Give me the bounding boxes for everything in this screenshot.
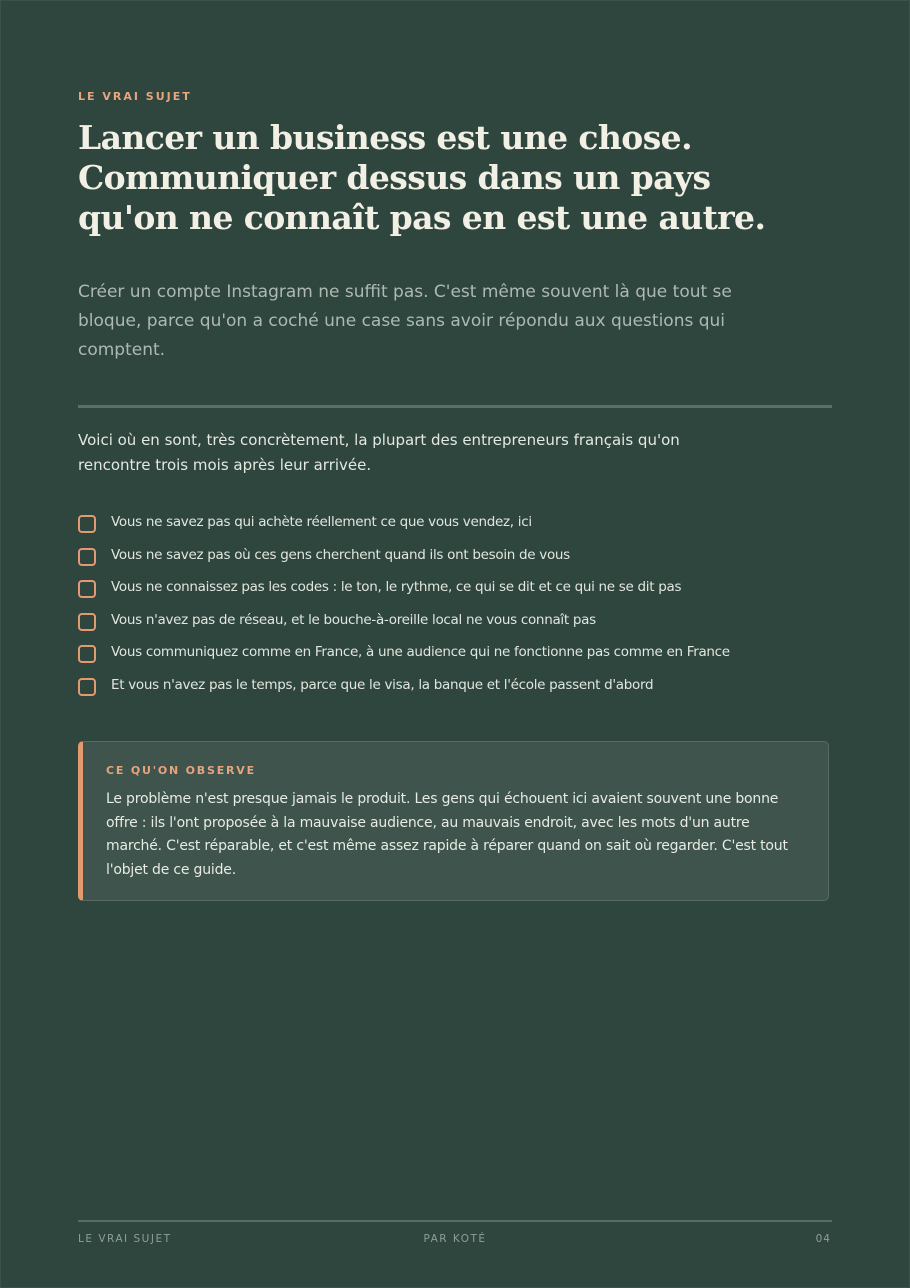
checkbox-icon[interactable] [78, 515, 96, 533]
section-eyebrow: LE VRAI SUJET [78, 90, 192, 103]
footer-divider [78, 1220, 832, 1222]
headline-line: qu'on ne connaît pas en est une autre. [78, 198, 766, 237]
page-number: 04 [815, 1233, 831, 1245]
checkbox-icon[interactable] [78, 645, 96, 663]
headline-line: Lancer un business est une chose. [78, 118, 692, 157]
checklist-item[interactable] [78, 509, 838, 542]
checkbox-icon[interactable] [78, 678, 96, 696]
checklist-item[interactable] [78, 542, 838, 575]
headline-line: Communiquer dessus dans un pays [78, 158, 711, 197]
checkbox-icon[interactable] [78, 613, 96, 631]
checklist-item-text: Vous ne connaissez pas les codes : le ton, le rythme, ce qui se dit et ce qui ne se dit pas [111, 579, 682, 596]
checklist-item-text: Et vous n'avez pas le temps, parce que le visa, la banque et l'école passent d'abord [111, 676, 654, 693]
lead-paragraph: Voici où en sont, très concrètement, la plupart des entrepreneurs français qu'on rencontre trois mois après leur arrivée. [78, 431, 680, 474]
checklist [78, 509, 838, 705]
checklist-item[interactable] [78, 607, 838, 640]
checklist-item-text: Vous ne savez pas où ces gens cherchent quand ils ont besoin de vous [111, 546, 570, 563]
checkbox-icon[interactable] [78, 580, 96, 598]
checklist-item[interactable] [78, 574, 838, 607]
checklist-item-text: Vous communiquez comme en France, à une audience qui ne fonctionne pas comme en France [111, 644, 730, 661]
callout-body: Le problème n'est presque jamais le produit. Les gens qui échouent ici avaient souvent une bonne offre : ils l'ont proposée à la mauvaise audience, au mauvais endroit, avec les mots d'un autre marché. C'est réparable, et c'est même assez rapide à réparer quand on sait où regarder. C'est tout l'objet de ce guide. [106, 791, 788, 878]
checklist-item[interactable] [78, 672, 838, 705]
intro-paragraph: Créer un compte Instagram ne suffit pas. C'est même souvent là que tout se bloque, parce qu'on a coché une case sans avoir répondu aux questions qui comptent. [78, 282, 732, 360]
checklist-item-text: Vous ne savez pas qui achète réellement ce que vous vendez, ici [111, 514, 532, 530]
checklist-item-text: Vous n'avez pas de réseau, et le bouche-à-oreille local ne vous connaît pas [111, 611, 596, 628]
footer-section-label: LE VRAI SUJET [78, 1233, 172, 1245]
checklist-item[interactable] [78, 639, 838, 672]
footer-brand: PAR KOTÉ [423, 1233, 487, 1245]
checkbox-icon[interactable] [78, 548, 96, 566]
page-headline [78, 118, 818, 238]
section-divider [78, 405, 832, 408]
observation-callout [78, 741, 829, 901]
callout-title: CE QU'ON OBSERVE [106, 764, 256, 777]
